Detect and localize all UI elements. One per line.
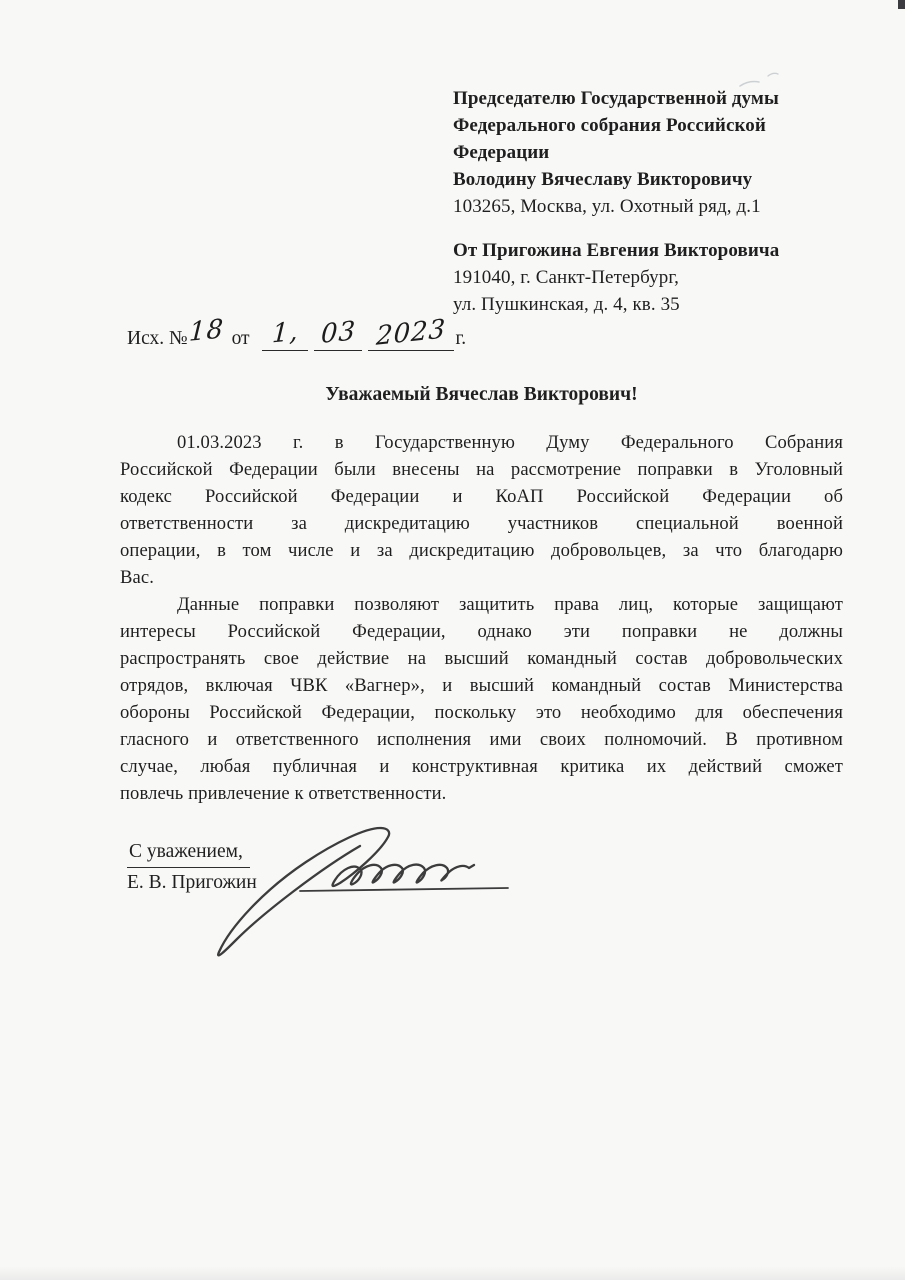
faint-pencil-marks [722, 58, 812, 93]
recipient-name: Володину Вячеславу Викторовичу [453, 169, 753, 190]
date-month-handwritten: 03 [320, 315, 357, 351]
body-line: кодекс Российской Федерации и КоАП Российской Федерации об [120, 486, 843, 507]
letter-body [120, 429, 843, 807]
sender-address: 191040, г. Санкт-Петербург, [453, 267, 679, 288]
body-line: ответственности за дискредитацию участников специальной военной [120, 513, 843, 534]
scan-corner-artifact [898, 0, 905, 9]
body-line: распространять свое действие на высший командный состав добровольческих [120, 648, 843, 669]
reference-prefix: Исх. № [127, 328, 188, 349]
body-line: отрядов, включая ЧВК «Вагнер», и высший командный состав Министерства [120, 675, 843, 696]
recipient-address: 103265, Москва, ул. Охотный ряд, д.1 [453, 196, 761, 217]
body-line: интересы Российской Федерации, однако эти поправки не должны [120, 621, 843, 642]
body-line: Российской Федерации были внесены на рассмотрение поправки в Уголовный [120, 459, 843, 480]
body-line: Вас. [120, 567, 154, 588]
reference-line [127, 313, 467, 357]
sender-name: От Пригожина Евгения Викторовича [453, 240, 780, 261]
body-line: Данные поправки позволяют защитить права лиц, которые защищают [177, 594, 843, 615]
body-line: операции, в том числе и за дискредитацию добровольцев, за что благодарю [120, 540, 843, 561]
closing-regards: С уважением, [127, 838, 250, 868]
reference-suffix: г. [455, 328, 467, 349]
date-month-blank [314, 315, 362, 351]
reference-number-handwritten: 18 [187, 313, 225, 349]
date-year-blank [368, 314, 454, 352]
date-day-handwritten: 1, [271, 316, 300, 350]
reference-ot: от [231, 328, 250, 349]
body-line: случае, любая публичная и конструктивная критика их действий сможет [120, 756, 843, 777]
body-line: обороны Российской Федерации, поскольку это необходимо для обеспечения [120, 702, 843, 723]
date-day-blank [262, 316, 308, 351]
salutation: Уважаемый Вячеслав Викторович! [325, 384, 638, 405]
scan-bottom-shadow [0, 1266, 905, 1280]
body-line: повлечь привлечение к ответственности. [120, 783, 447, 804]
recipient-line: Федерального собрания Российской [453, 115, 766, 136]
closing-name: Е. В. Пригожин [127, 872, 257, 893]
recipient-line: Председателю Государственной думы [453, 88, 779, 109]
address-block [453, 85, 863, 318]
signature-scribble [202, 824, 522, 964]
date-year-handwritten: 2023 [375, 314, 448, 352]
body-line: гласного и ответственного исполнения ими своих полномочий. В противном [120, 729, 843, 750]
signature [202, 824, 522, 964]
body-line: 01.03.2023 г. в Государственную Думу Федерального Собрания [177, 432, 843, 453]
recipient-line: Федерации [453, 142, 550, 163]
sender-address: ул. Пушкинская, д. 4, кв. 35 [453, 294, 680, 315]
